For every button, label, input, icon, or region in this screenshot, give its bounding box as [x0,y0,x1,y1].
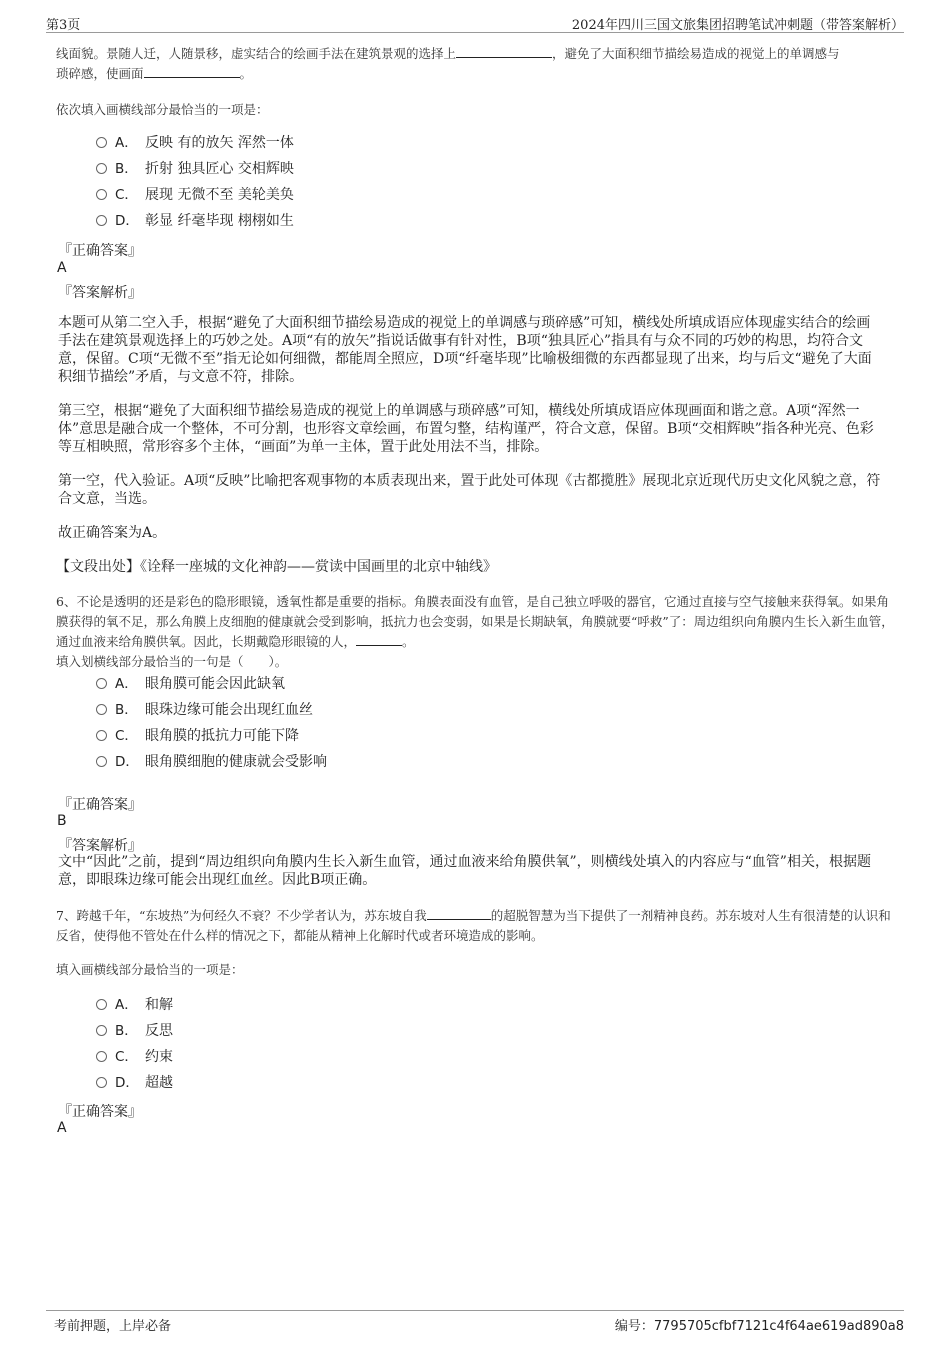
radio-icon[interactable] [96,730,107,741]
analysis-label: 『答案解析』 [58,838,142,854]
radio-icon[interactable] [96,678,107,689]
page-footer [46,1310,904,1335]
radio-icon[interactable] [96,1025,107,1036]
source-citation: 【文段出处】《诠释一座城的文化神韵——赏读中国画里的北京中轴线》 [56,559,497,575]
option-b[interactable]: B． 眼珠边缘可能会出现红血丝 [96,697,327,723]
page-header [46,12,904,33]
radio-icon[interactable] [96,1077,107,1088]
radio-icon[interactable] [96,137,107,148]
blank-2 [144,65,240,78]
blank [356,633,402,646]
radio-icon[interactable] [96,215,107,226]
analysis-label: 『答案解析』 [58,285,142,301]
option-a[interactable]: A． 眼角膜可能会因此缺氧 [96,671,327,697]
q7-options [96,992,173,1096]
radio-icon[interactable] [96,704,107,715]
q5-prompt: 依次填入画横线部分最恰当的一项是： [56,102,269,117]
answer-label: 『正确答案』 [58,1104,142,1120]
analysis-paragraph: 第三空，根据“避免了大面积细节描绘易造成的视觉上的单调感与琐碎感”可知，横线处所填成语应体现画面和谐之意。A项“浑然一体”意思是融合成一个整体，不可分割，也形容文章绘画，布置匀整，结构谨严，符合文意，保留。B项“交相辉映”指各种光亮、色彩等互相映照，常形容多个主体，“画面”为单一主体，置于此处用法不当，排除。 [58,403,874,455]
document-title: 2024年四川三国文旅集团招聘笔试冲刺题（带答案解析） [571,18,904,33]
option-c[interactable]: C． 约束 [96,1044,173,1070]
option-d[interactable]: D． 眼角膜细胞的健康就会受影响 [96,749,327,775]
option-b[interactable]: B． 反思 [96,1018,173,1044]
q7-stem: 7、跨越千年，“东坡热”为何经久不衰？不少学者认为，苏东坡自我 的超脱智慧为当下提供了一剂精神良药。苏东坡对人生有很清楚的认识和反省，使得他不管处在什么样的情况之下，都能从精神上化解时代或者环境造成的影响。 [56,908,891,943]
q6-prompt: 填入划横线部分最恰当的一句是（ ）。 [56,654,288,669]
radio-icon[interactable] [96,189,107,200]
footer-slogan: 考前押题，上岸必备 [54,1319,172,1334]
radio-icon[interactable] [96,163,107,174]
q5-stem-tail: 线面貌。景随人迁，人随景移，虚实结合的绘画手法在建筑景观的选择上 ，避免了大面积细节描绘易造成的视觉上的单调感与 琐碎感，使画面 。 [56,46,840,81]
radio-icon[interactable] [96,999,107,1010]
q6-options [96,671,327,775]
answer-value: A [57,260,67,276]
document-code: 编号：7795705cfbf7121c4f64ae619ad890a8 [614,1319,904,1334]
analysis-conclusion: 故正确答案为A。 [58,525,167,541]
option-d[interactable]: D． 超越 [96,1070,173,1096]
answer-value: A [57,1120,67,1136]
analysis-paragraph: 本题可从第二空入手，根据“避免了大面积细节描绘易造成的视觉上的单调感与琐碎感”可知，横线处所填成语应体现虚实结合的绘画手法在建筑景观选择上的巧妙之处。A项“有的放矢”指说话做事有针对性，B项“独具匠心”指具有与众不同的巧妙的构思，均符合文意，保留。C项“无微不至”指无论如何细微，都能周全照应，D项“纤毫毕现”比喻极细微的东西都显现了出来，均与后文“避免了大面积细节描绘”矛盾，与文意不符，排除。 [58,315,872,385]
q7-prompt: 填入画横线部分最恰当的一项是： [56,962,244,977]
page-number: 第3页 [46,18,81,33]
q6-stem: 6、不论是透明的还是彩色的隐形眼镜，透氧性都是重要的指标。角膜表面没有血管，是自己独立呼吸的器官，它通过直接与空气接触来获得氧。如果角膜获得的氧不足，那么角膜上皮细胞的健康就会受到影响，抵抗力也会变弱，如果是长期缺氧，角膜就要“呼救”了：周边组织向角膜内生长入新生血管，通过血液来给角膜供氧。因此，长期戴隐形眼镜的人， 。 [56,594,894,649]
option-b[interactable]: B． 折射 独具匠心 交相辉映 [96,156,294,182]
q5-options [96,130,294,234]
radio-icon[interactable] [96,1051,107,1062]
answer-label: 『正确答案』 [58,243,142,259]
option-a[interactable]: A． 反映 有的放矢 浑然一体 [96,130,294,156]
option-d[interactable]: D． 彰显 纤毫毕现 栩栩如生 [96,208,294,234]
blank-1 [456,45,552,58]
option-a[interactable]: A． 和解 [96,992,173,1018]
option-c[interactable]: C． 展现 无微不至 美轮美奂 [96,182,294,208]
blank [427,907,491,920]
radio-icon[interactable] [96,756,107,767]
answer-value: B [57,813,67,829]
analysis-paragraph: 文中“因此”之前，提到“周边组织向角膜内生长入新生血管，通过血液来给角膜供氧”，则横线处填入的内容应与“血管”相关，根据题意，即眼珠边缘可能会出现红血丝。因此B项正确。 [58,854,871,888]
option-c[interactable]: C． 眼角膜的抵抗力可能下降 [96,723,327,749]
answer-label: 『正确答案』 [58,797,142,813]
analysis-paragraph: 第一空，代入验证。A项“反映”比喻把客观事物的本质表现出来，置于此处可体现《古都揽胜》展现北京近现代历史文化风貌之意，符合文意，当选。 [58,473,881,507]
